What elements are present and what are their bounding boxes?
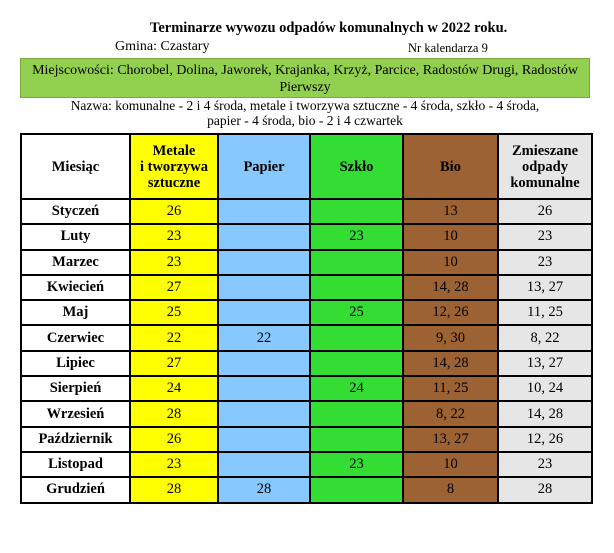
table-row — [21, 376, 592, 401]
metale-cell: 23 — [130, 250, 218, 275]
month-cell: Marzec — [21, 250, 130, 275]
papier-cell — [218, 300, 310, 325]
zmieszane-cell: 23 — [498, 250, 592, 275]
szklo-cell — [310, 250, 403, 275]
bio-cell: 14, 28 — [403, 275, 498, 300]
table-row — [21, 401, 592, 426]
localities-band: Miejscowości: Chorobel, Dolina, Jaworek, Krajanka, Krzyż, Parcice, Radostów Drugi, Radostów Pierwszy — [20, 58, 590, 98]
table-row — [21, 300, 592, 325]
collection-schedule-note — [20, 99, 590, 128]
metale-cell: 24 — [130, 376, 218, 401]
table-row — [21, 250, 592, 275]
header-szklo: Szkło — [310, 134, 403, 199]
header-zmieszane-line: Zmieszane — [511, 142, 579, 159]
papier-cell — [218, 275, 310, 300]
zmieszane-cell: 8, 22 — [498, 325, 592, 350]
schedule-note-line-2: papier - 4 środa, bio - 2 i 4 czwartek — [207, 112, 403, 128]
papier-cell: 28 — [218, 477, 310, 502]
bio-cell: 13, 27 — [403, 427, 498, 452]
metale-cell: 22 — [130, 325, 218, 350]
metale-cell: 28 — [130, 477, 218, 502]
papier-cell — [218, 250, 310, 275]
table-row — [21, 325, 592, 350]
zmieszane-cell: 11, 25 — [498, 300, 592, 325]
bio-cell: 11, 25 — [403, 376, 498, 401]
zmieszane-cell: 10, 24 — [498, 376, 592, 401]
metale-cell: 23 — [130, 452, 218, 477]
papier-cell — [218, 199, 310, 224]
zmieszane-cell: 12, 26 — [498, 427, 592, 452]
header-zmieszane — [498, 134, 592, 199]
month-cell: Czerwiec — [21, 325, 130, 350]
header-zmieszane-line: odpady — [522, 158, 568, 175]
header-metale-line: Metale — [152, 142, 196, 159]
month-cell: Grudzień — [21, 477, 130, 502]
month-cell: Listopad — [21, 452, 130, 477]
bio-cell: 10 — [403, 224, 498, 249]
header-metale-line: sztuczne — [147, 174, 201, 191]
papier-cell — [218, 224, 310, 249]
metale-cell: 27 — [130, 351, 218, 376]
table-row — [21, 477, 592, 502]
szklo-cell: 23 — [310, 452, 403, 477]
month-cell: Sierpień — [21, 376, 130, 401]
zmieszane-cell: 13, 27 — [498, 351, 592, 376]
metale-cell: 26 — [130, 199, 218, 224]
zmieszane-cell: 28 — [498, 477, 592, 502]
zmieszane-cell: 23 — [498, 452, 592, 477]
bio-cell: 8 — [403, 477, 498, 502]
header-metale — [130, 134, 218, 199]
schedule-note-line-1: Nazwa: komunalne - 2 i 4 środa, metale i tworzywa sztuczne - 4 środa, szkło - 4 środa, — [70, 98, 540, 113]
month-cell: Wrzesień — [21, 401, 130, 426]
header-metale-line: i tworzywa — [139, 158, 209, 175]
szklo-cell: 24 — [310, 376, 403, 401]
zmieszane-cell: 13, 27 — [498, 275, 592, 300]
month-cell: Październik — [21, 427, 130, 452]
month-cell: Maj — [21, 300, 130, 325]
table-row — [21, 452, 592, 477]
zmieszane-cell: 23 — [498, 224, 592, 249]
bio-cell: 10 — [403, 452, 498, 477]
szklo-cell — [310, 351, 403, 376]
month-cell: Luty — [21, 224, 130, 249]
bio-cell: 14, 28 — [403, 351, 498, 376]
document-title: Terminarze wywozu odpadów komunalnych w 2022 roku. — [150, 20, 508, 36]
bio-cell: 12, 26 — [403, 300, 498, 325]
month-cell: Lipiec — [21, 351, 130, 376]
header-month: Miesiąc — [21, 134, 130, 199]
metale-cell: 28 — [130, 401, 218, 426]
month-cell: Kwiecień — [21, 275, 130, 300]
header-zmieszane-line: komunalne — [510, 174, 580, 191]
szklo-cell — [310, 477, 403, 502]
waste-collection-table — [20, 133, 593, 504]
szklo-cell — [310, 199, 403, 224]
header-bio: Bio — [403, 134, 498, 199]
szklo-cell — [310, 427, 403, 452]
calendar-number: Nr kalendarza 9 — [408, 41, 488, 55]
papier-cell — [218, 376, 310, 401]
zmieszane-cell: 26 — [498, 199, 592, 224]
zmieszane-cell: 14, 28 — [498, 401, 592, 426]
bio-cell: 10 — [403, 250, 498, 275]
metale-cell: 26 — [130, 427, 218, 452]
gmina-label: Gmina: Czastary — [115, 39, 210, 54]
month-cell: Styczeń — [21, 199, 130, 224]
szklo-cell — [310, 325, 403, 350]
bio-cell: 9, 30 — [403, 325, 498, 350]
table-row — [21, 351, 592, 376]
papier-cell — [218, 401, 310, 426]
metale-cell: 25 — [130, 300, 218, 325]
bio-cell: 13 — [403, 199, 498, 224]
table-row — [21, 275, 592, 300]
szklo-cell — [310, 275, 403, 300]
bio-cell: 8, 22 — [403, 401, 498, 426]
header-papier: Papier — [218, 134, 310, 199]
papier-cell — [218, 427, 310, 452]
table-row — [21, 427, 592, 452]
metale-cell: 23 — [130, 224, 218, 249]
table-row — [21, 199, 592, 224]
papier-cell — [218, 351, 310, 376]
papier-cell — [218, 452, 310, 477]
szklo-cell: 23 — [310, 224, 403, 249]
metale-cell: 27 — [130, 275, 218, 300]
szklo-cell — [310, 401, 403, 426]
papier-cell: 22 — [218, 325, 310, 350]
szklo-cell: 25 — [310, 300, 403, 325]
table-row — [21, 224, 592, 249]
table-header-row — [21, 134, 592, 199]
